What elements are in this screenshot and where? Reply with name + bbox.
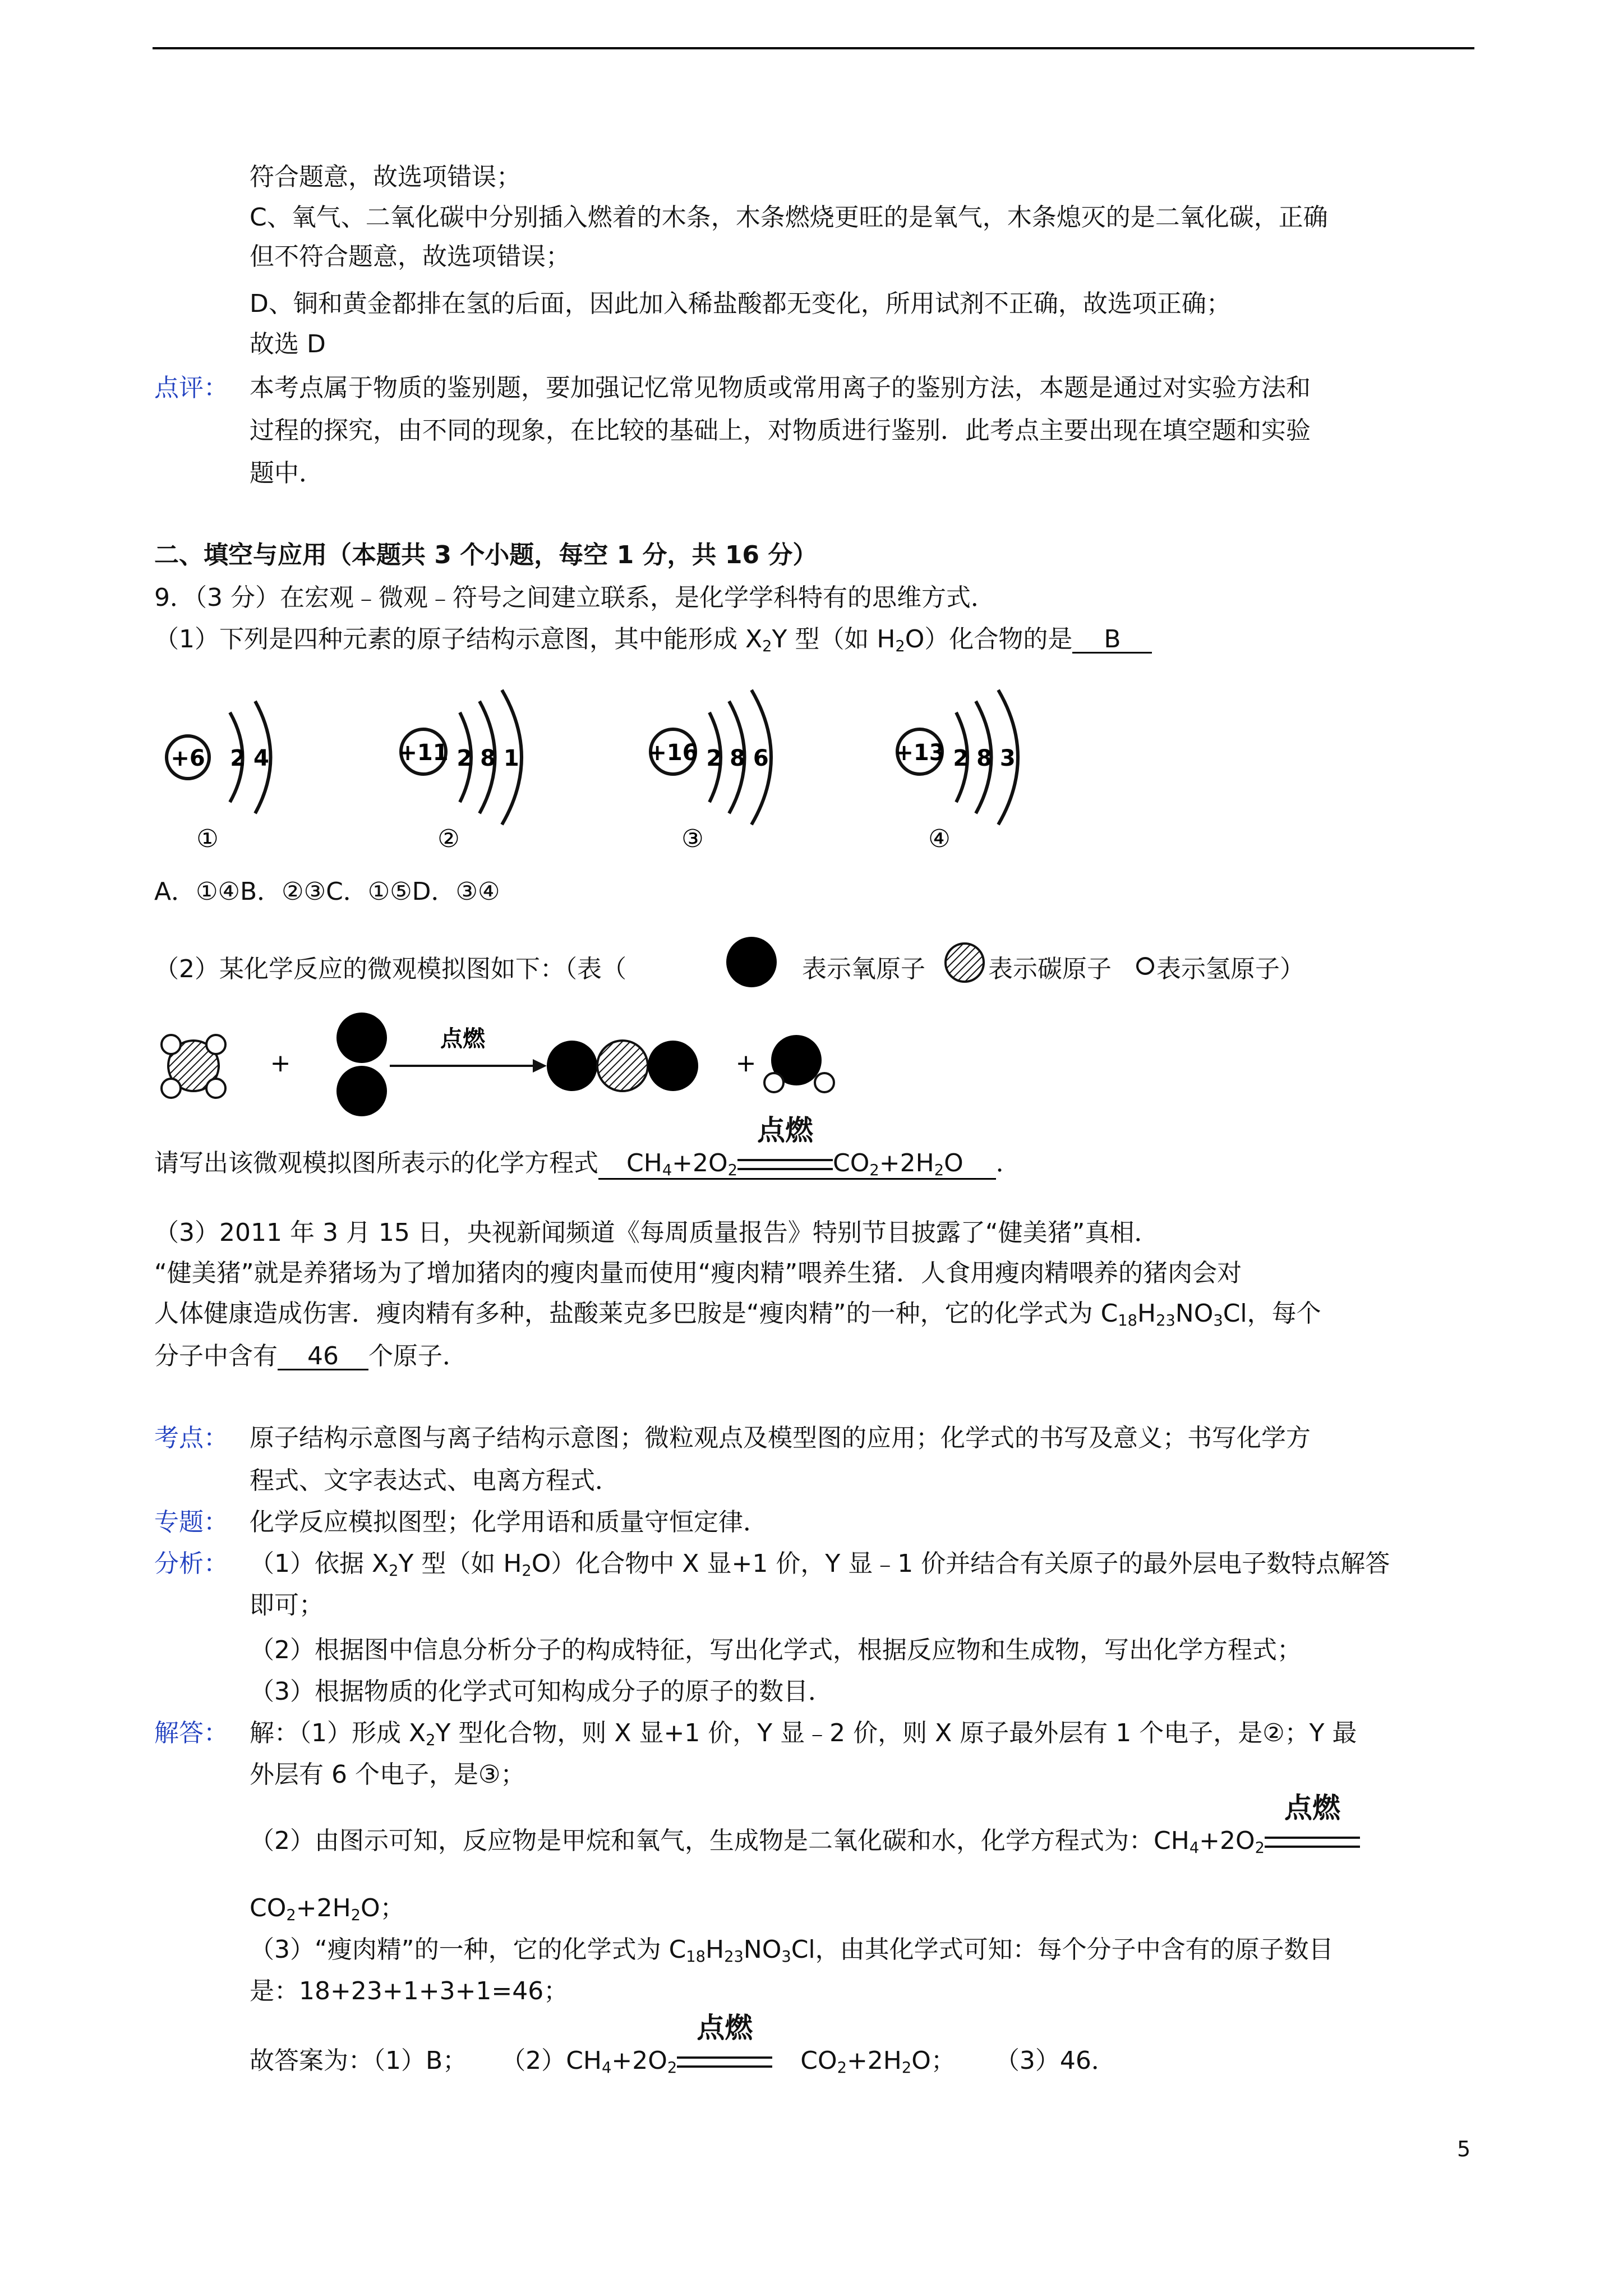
methane-molecule bbox=[162, 1035, 225, 1098]
carbon-dioxide-molecule bbox=[547, 1041, 698, 1091]
option-c-analysis: C、氧气、二氧化碳中分别插入燃着的木条，木条燃烧更旺的是氧气，木条熄灭的是二氧化碳，正确 bbox=[250, 203, 1328, 232]
dianping-text: 过程的探究，由不同的现象，在比较的基础上，对物质进行鉴别．此考点主要出现在填空题和实验 bbox=[250, 416, 1311, 445]
reaction-condition: 点燃 bbox=[737, 1151, 833, 1176]
svg-text:2 8 3: 2 8 3 bbox=[953, 746, 1016, 771]
question-9: 9．（3 分）在宏观﹣微观﹣符号之间建立联系，是化学学科特有的思维方式． bbox=[154, 583, 995, 612]
fenxi-text: 即可； bbox=[250, 1591, 324, 1619]
jieda-text: 是：18+23+1+3+1=46； bbox=[250, 1977, 569, 2005]
equation-line: 请写出该微观模拟图所表示的化学方程式 $CH_4+2O_2$ 点燃 $CO_2+2H_2O$ ． bbox=[154, 1114, 1021, 1179]
header-rule bbox=[153, 47, 1474, 49]
fenxi-text: （3）根据物质的化学式可知构成分子的原子的数目． bbox=[250, 1677, 833, 1706]
plus-sign: + bbox=[270, 1049, 291, 1078]
text-line: 分子中含有 46 个原子． bbox=[154, 1342, 467, 1370]
text-line: 人体健康造成伤害．瘦肉精有多种，盐酸莱克多巴胺是“瘦肉精”的一种，它的化学式为 $C_{18}H_{23}NO_3Cl$，每个 bbox=[154, 1299, 1321, 1329]
text-line: 但不符合题意，故选项错误； bbox=[250, 242, 570, 271]
kaodian-label: 考点： bbox=[154, 1424, 228, 1452]
jieda-text: 解：（1）形成 $X_2Y$ 型化合物，则 X 显+1 价，Y 显﹣2 价，则 X 原子最外层有 1 个电子，是②；Y 最 bbox=[250, 1719, 1357, 1749]
svg-text:④: ④ bbox=[928, 825, 951, 853]
zhuanti-text: 化学反应模拟图型；化学用语和质量守恒定律． bbox=[250, 1508, 768, 1536]
reaction-model-diagram bbox=[151, 1004, 852, 1128]
choices: A．①④B．②③C．①⑤D．③④ bbox=[154, 877, 500, 906]
option-d-analysis: D、铜和黄金都排在氢的后面，因此加入稀盐酸都无变化，所用试剂不正确，故选项正确； bbox=[250, 289, 1231, 318]
water-molecule bbox=[764, 1035, 834, 1092]
page-number: 5 bbox=[1457, 2137, 1471, 2161]
reaction-condition: 点燃 bbox=[677, 2049, 772, 2073]
jieda-label: 解答： bbox=[154, 1719, 228, 1747]
legend-hydrogen-text: 表示氢原子） bbox=[1156, 955, 1304, 983]
text-line: “健美猪”就是养猪场为了增加猪肉的瘦肉量而使用“瘦肉精”喂养生猪．人食用瘦肉精喂养的猪肉会对 bbox=[154, 1259, 1242, 1287]
atom-diagram-2 bbox=[398, 690, 522, 853]
svg-text:②: ② bbox=[437, 825, 460, 853]
zhuanti-label: 专题： bbox=[154, 1508, 228, 1536]
legend-carbon-text: 表示碳原子 bbox=[988, 955, 1112, 983]
atom-structure-diagrams bbox=[151, 679, 1077, 864]
svg-text:+16: +16 bbox=[648, 740, 698, 766]
svg-text:+13: +13 bbox=[895, 740, 945, 766]
carbon-atom-legend-icon bbox=[942, 940, 987, 985]
legend-oxygen-text: 表示氧原子 bbox=[802, 955, 925, 983]
text-line: 符合题意，故选项错误； bbox=[250, 163, 521, 191]
dianping-label: 点评： bbox=[154, 374, 228, 402]
plus-sign: + bbox=[735, 1049, 757, 1078]
reaction-condition: 点燃 bbox=[1265, 1829, 1360, 1853]
dianping-text: 本考点属于物质的鉴别题，要加强记忆常见物质或常用离子的鉴别方法，本题是通过对实验方法和 bbox=[250, 374, 1311, 402]
question-9-part-2: （2）某化学反应的微观模拟图如下：（表（ bbox=[154, 955, 626, 983]
answer-d: 故选 D bbox=[250, 330, 326, 358]
question-9-part-3: （3）2011 年 3 月 15 日，央视新闻频道《每周质量报告》特别节目披露了“健美猪”真相． bbox=[154, 1218, 1159, 1247]
jieda-text: （2）由图示可知，反应物是甲烷和氧气，生成物是二氧化碳和水，化学方程式为：$CH_4+2O_2$ 点燃 bbox=[250, 1829, 1360, 1856]
fenxi-text: （1）依据 $X_2Y$ 型（如 $H_2O$）化合物中 X 显+1 价，Y 显﹣1 价并结合有关原子的最外层电子数特点解答 bbox=[250, 1549, 1390, 1580]
svg-text:+6: +6 bbox=[170, 746, 205, 771]
final-answer: 故答案为：（1）B； $(2)CH_4+2O_2$ 点燃 $CO_2+2H_2O$； （3）46． bbox=[250, 2012, 1116, 2077]
svg-text:+11: +11 bbox=[398, 740, 449, 766]
question-9-part-1: （1）下列是四种元素的原子结构示意图，其中能形成 $X_2Y$ 型（如 $H_2O$）化合物的是 B bbox=[154, 627, 1152, 654]
dianping-text: 题中． bbox=[250, 459, 324, 487]
jieda-text: $CO_2+2H_2O$； bbox=[250, 1894, 405, 1924]
svg-text:①: ① bbox=[196, 825, 219, 853]
section-title: 二、填空与应用（本题共 3 个小题，每空 1 分，共 16 分） bbox=[154, 541, 818, 569]
svg-text:2 8 1: 2 8 1 bbox=[457, 746, 519, 771]
fenxi-label: 分析： bbox=[154, 1549, 228, 1578]
hydrogen-atom-legend-icon bbox=[1134, 955, 1156, 977]
oxygen-molecule bbox=[336, 1013, 387, 1116]
oxygen-atom-legend-icon bbox=[723, 934, 780, 990]
jieda-text: 外层有 6 个电子，是③； bbox=[250, 1760, 525, 1789]
svg-text:③: ③ bbox=[681, 825, 704, 853]
arrow-condition-label: 点燃 bbox=[440, 1026, 485, 1052]
answer-blank: 46 bbox=[278, 1344, 368, 1370]
jieda-text: （3）“瘦肉精”的一种，它的化学式为 $C_{18}H_{23}NO_3Cl$，由其化学式可知：每个分子中含有的原子数目 bbox=[250, 1935, 1334, 1966]
atom-diagram-4 bbox=[895, 690, 1018, 853]
atom-diagram-3 bbox=[648, 690, 771, 853]
svg-text:2 8 6: 2 8 6 bbox=[706, 746, 769, 771]
fenxi-text: （2）根据图中信息分析分子的构成特征，写出化学式，根据反应物和生成物，写出化学方程式； bbox=[250, 1636, 1302, 1664]
kaodian-text: 原子结构示意图与离子结构示意图；微粒观点及模型图的应用；化学式的书写及意义；书写化学方 bbox=[250, 1424, 1311, 1452]
atom-diagram-1 bbox=[167, 701, 271, 853]
answer-blank: B bbox=[1072, 627, 1152, 654]
kaodian-text: 程式、文字表达式、电离方程式． bbox=[250, 1466, 620, 1495]
svg-text:2 4: 2 4 bbox=[230, 746, 269, 771]
